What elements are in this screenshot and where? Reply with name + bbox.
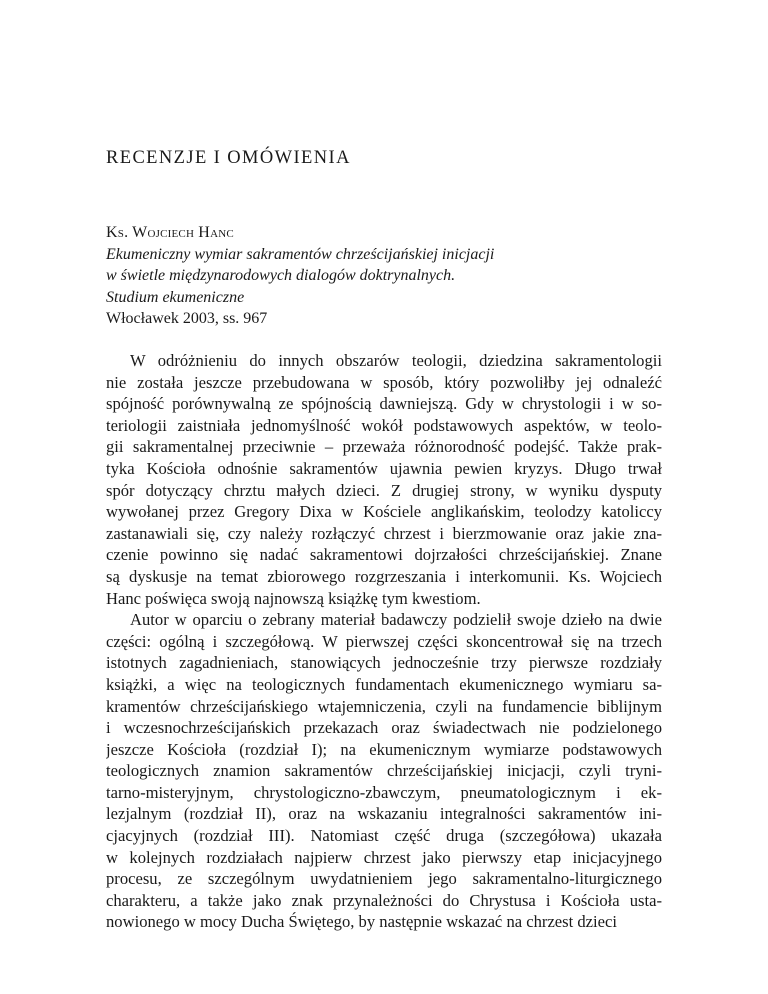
paragraph-line: charakteru, a także jako znak przynależności do Chrystusa i Kościoła usta- xyxy=(106,890,662,910)
paragraph-line: W odróżnieniu do innych obszarów teologii, dziedzina sakramentologii xyxy=(130,351,662,370)
paragraph-line: tyka Kościoła odnośnie sakramentów ujawnia pewien kryzys. Długo trwał xyxy=(106,458,662,478)
book-citation xyxy=(106,222,666,330)
paragraph-line: książki, a więc na teologicznych fundamentach ekumenicznego wymiaru sa- xyxy=(106,674,662,694)
paragraph-line: i wczesnochrześcijańskich przekazach oraz świadectwach nie podzielonego xyxy=(106,718,662,738)
book-publication: Włocławek 2003, ss. 967 xyxy=(106,310,268,327)
paragraph-line: kramentów chrześcijańskiego wtajemniczenia, czyli na fundamencie biblijnym xyxy=(106,696,662,716)
paragraph-line: tarno-misteryjnym, chrystologiczno-zbawczym, pneumatologicznym i ek- xyxy=(106,782,662,802)
paragraph-line: w kolejnych rozdziałach najpierw chrzest jako pierwszy etap inicjacyjnego xyxy=(106,847,662,867)
book-title-line-1: Ekumeniczny wymiar sakramentów chrześcijańskiej inicjacji xyxy=(106,245,495,263)
paragraph-line: spójność porównywalną ze spójnością dawniejszą. Gdy w chrystologii i w so- xyxy=(106,394,662,414)
book-title-line-2: w świetle międzynarodowych dialogów doktrynalnych. xyxy=(106,267,456,284)
paragraph-line: części: ogólną i szczegółową. W pierwszej części skoncentrował się na trzech xyxy=(106,631,662,651)
paragraph-line: lezjalnym (rozdział II), oraz na wskazaniu integralności sakramentów ini- xyxy=(106,804,662,824)
paragraph-line: są dyskusje na temat zbiorowego rozgrzeszania i interkomunii. Ks. Wojciech xyxy=(106,566,662,586)
paragraph-line: wywołanej przez Gregory Dixa w Kościele anglikańskim, teolodzy katoliccy xyxy=(106,502,662,522)
paragraph-line: teologicznych znamion sakramentów chrześcijańskiej inicjacji, czyli tryni- xyxy=(106,761,662,781)
paragraph-line: spór dotyczący chrztu małych dzieci. Z drugiej strony, w wyniku dysputy xyxy=(106,480,662,500)
book-author: Ks. Wojciech Hanc xyxy=(106,224,234,241)
paragraph-line: istotnych zagadnieniach, stanowiących jednocześnie trzy pierwsze rozdziały xyxy=(106,653,662,673)
paragraph xyxy=(106,609,662,933)
paragraph xyxy=(106,350,662,609)
paragraph-line: procesu, ze szczególnym uwydatnieniem jego sakramentalno-liturgicznego xyxy=(106,869,662,889)
paragraph-line: nie została jeszcze przebudowana w sposób, który pozwoliłby jej odnaleźć xyxy=(106,372,662,392)
paragraph-line: nowionego w mocy Ducha Świętego, by następnie wskazać na chrzest dzieci xyxy=(106,912,618,932)
paragraph-line: czenie powinno się nadać sakramentowi dojrzałości chrześcijańskiej. Znane xyxy=(106,545,662,565)
review-body xyxy=(106,350,662,933)
section-heading: RECENZJE I OMÓWIENIA xyxy=(106,148,351,168)
book-subtitle: Studium ekumeniczne xyxy=(106,288,245,306)
paragraph-line: jeszcze Kościoła (rozdział I); na ekumenicznym wymiarze podstawowych xyxy=(106,739,662,759)
paragraph-line: Autor w oparciu o zebrany materiał badawczy podzielił swoje dzieło na dwie xyxy=(130,610,662,630)
paragraph-line: Hanc poświęca swoją najnowszą książkę tym kwestiom. xyxy=(106,588,481,608)
paragraph-line: zastanawiali się, czy należy rozłączyć chrzest i bierzmowanie oraz jakie zna- xyxy=(106,523,662,543)
paragraph-line: cjacyjnych (rozdział III). Natomiast część druga (szczegółowa) ukazała xyxy=(106,826,662,846)
paragraph-line: teriologii zaistniała jednomyślność wokół podstawowych aspektów, w teolo- xyxy=(106,415,662,435)
paragraph-line: gii sakramentalnej przeciwnie – przeważa różnorodność podejść. Także prak- xyxy=(106,437,662,457)
